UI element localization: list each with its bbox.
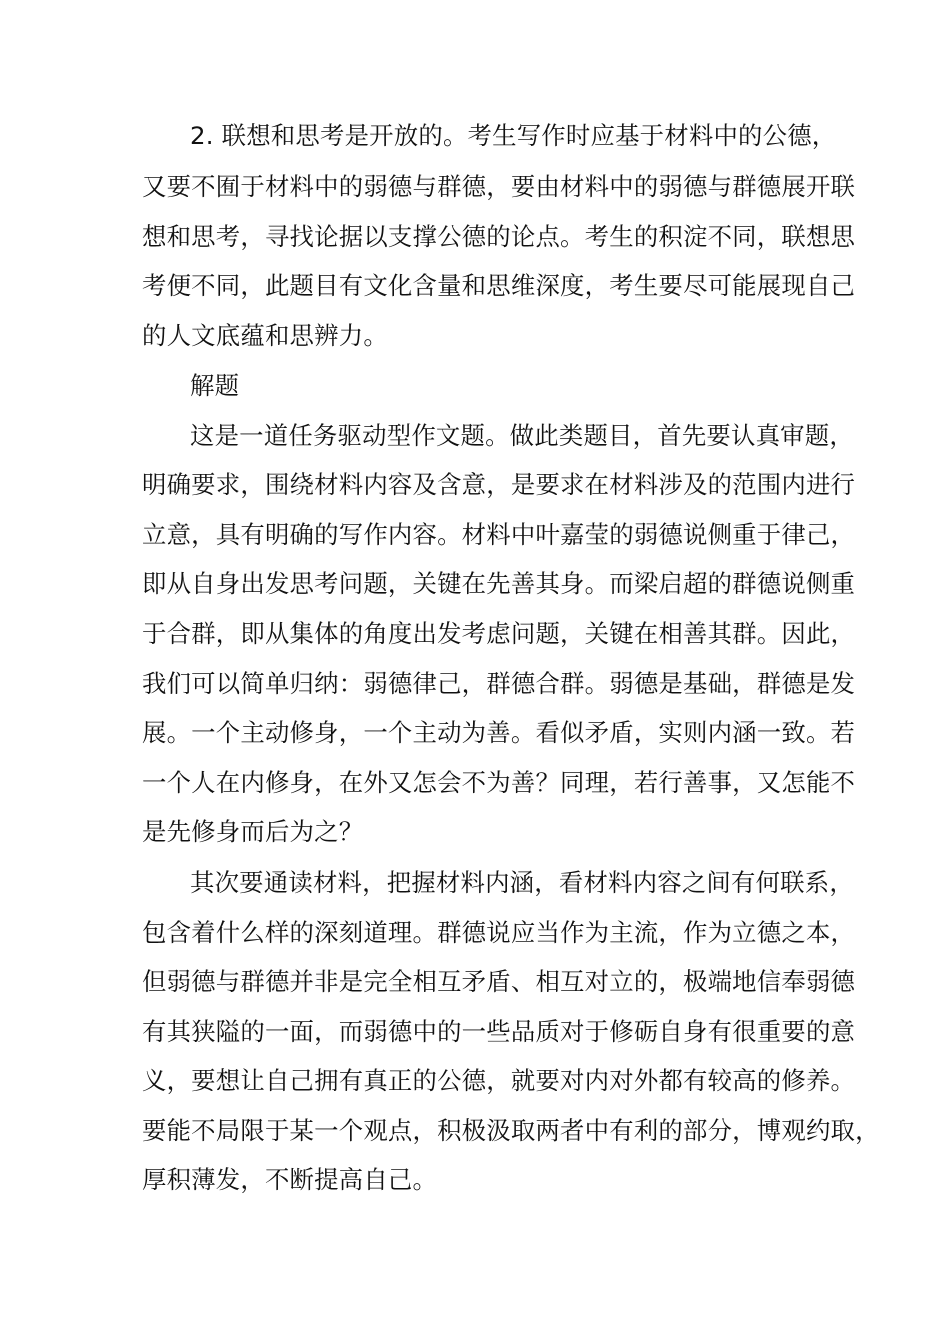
section-heading: 解题: [190, 371, 240, 400]
paragraph-line: 厚积薄发，不断提高自己。: [142, 1165, 438, 1194]
paragraph-line: 立意，具有明确的写作内容。材料中叶嘉莹的弱德说侧重于律己，: [142, 520, 856, 549]
paragraph-line: 其次要通读材料，把握材料内涵，看材料内容之间有何联系，: [190, 868, 854, 897]
paragraph-line: 这是一道任务驱动型作文题。做此类题目，首先要认真审题，: [190, 421, 854, 450]
paragraph-line: 但弱德与群德并非是完全相互矛盾、相互对立的，极端地信奉弱德: [142, 967, 856, 996]
paragraph-line: 明确要求，围绕材料内容及含意，是要求在材料涉及的范围内进行: [142, 470, 856, 499]
paragraph-line: 又要不囿于材料中的弱德与群德，要由材料中的弱德与群德展开联: [142, 172, 856, 201]
paragraph-line: 2. 联想和思考是开放的。考生写作时应基于材料中的公德，: [190, 121, 837, 150]
paragraph-line: 义，要想让自己拥有真正的公德，就要对内对外都有较高的修养。: [142, 1066, 856, 1095]
paragraph-line: 一个人在内修身，在外又怎会不为善？同理，若行善事，又怎能不: [142, 768, 856, 797]
paragraph-line: 有其狭隘的一面，而弱德中的一些品质对于修砺自身有很重要的意: [142, 1017, 856, 1046]
paragraph-line: 是先修身而后为之？: [142, 817, 364, 846]
paragraph-line: 要能不局限于某一个观点，积极汲取两者中有利的部分，博观约取，: [142, 1116, 880, 1145]
paragraph-line: 即从自身出发思考问题，关键在先善其身。而梁启超的群德说侧重: [142, 569, 856, 598]
paragraph-line: 包含着什么样的深刻道理。群德说应当作为主流，作为立德之本，: [142, 918, 856, 947]
paragraph-line: 我们可以简单归纳：弱德律己，群德合群。弱德是基础，群德是发: [142, 669, 856, 698]
paragraph-line: 考便不同，此题目有文化含量和思维深度，考生要尽可能展现自己: [142, 271, 856, 300]
paragraph-line: 的人文底蕴和思辨力。: [142, 321, 388, 350]
paragraph-line: 想和思考，寻找论据以支撑公德的论点。考生的积淀不同，联想思: [142, 222, 856, 251]
paragraph-line: 于合群，即从集体的角度出发考虑问题，关键在相善其群。因此，: [142, 619, 856, 648]
paragraph-line: 展。一个主动修身，一个主动为善。看似矛盾，实则内涵一致。若: [142, 718, 856, 747]
